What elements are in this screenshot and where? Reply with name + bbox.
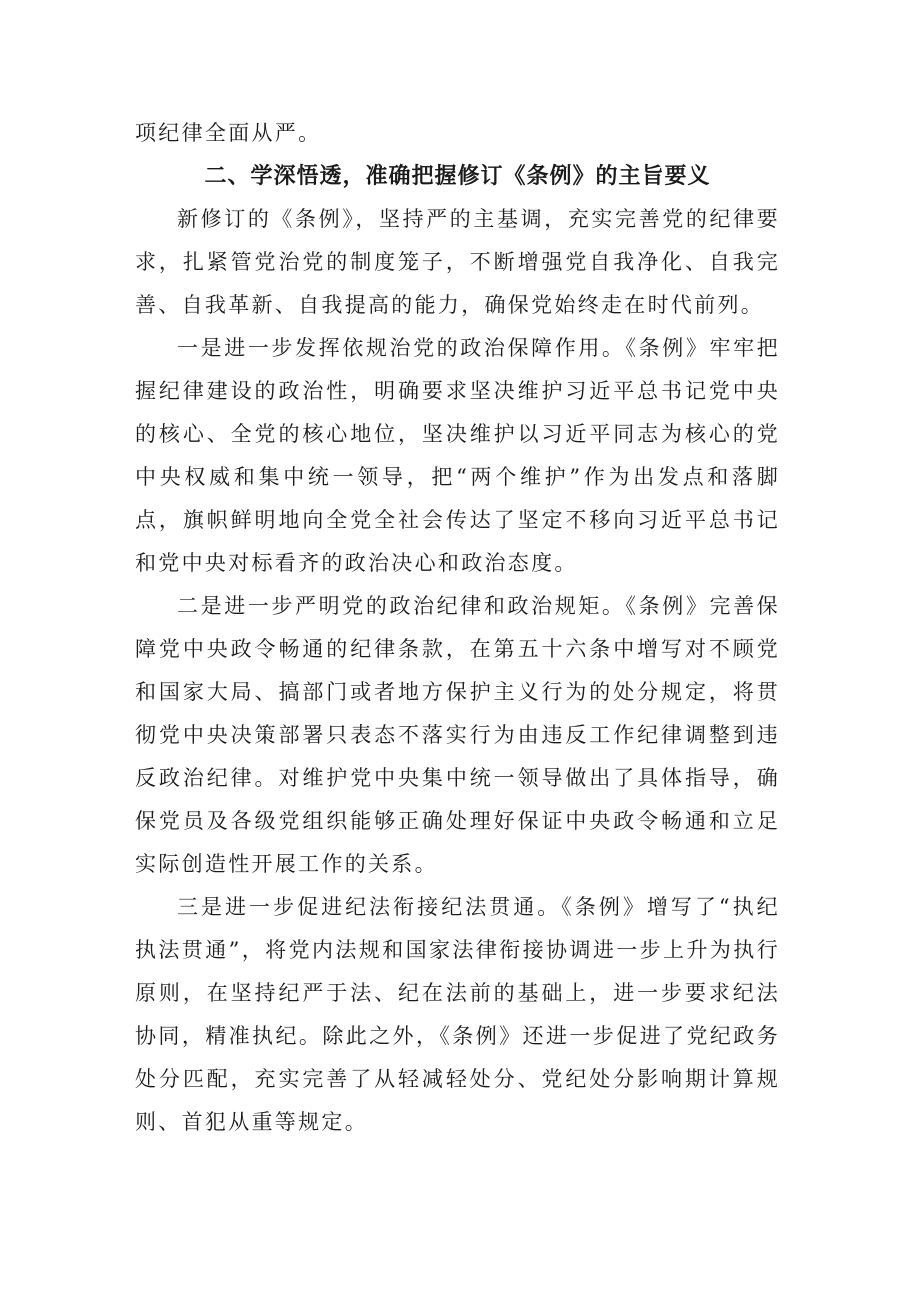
document-body [135,112,780,1144]
section-heading: 二、学深悟透，准确把握修订《条例》的主旨要义 [204,164,711,189]
paragraph-intro: 新修订的《条例》，坚持严的主基调，充实完善党的纪律要求，扎紧管党治党的制度笼子，不断增强党自我净化、自我完善、自我革新、自我提高的能力，确保党始终走在时代前列。 [135,207,780,317]
continuation-text: 项纪律全面从严。 [135,121,322,145]
paragraph-point-two: 二是进一步严明党的政治纪律和政治规矩。《条例》完善保障党中央政令畅通的纪律条款，在第五十六条中增写对不顾党和国家大局、搞部门或者地方保护主义行为的处分规定，将贯彻党中央决策部署只表态不落实行为由违反工作纪律调整到违反政治纪律。对维护党中央集中统一领导做出了具体指导，确保党员及各级党组织能够正确处理好保证中央政令畅通和立足实际创造性开展工作的关系。 [135,594,780,876]
paragraph-point-one: 一是进一步发挥依规治党的政治保障作用。《条例》牢牢把握纪律建设的政治性，明确要求坚决维护习近平总书记党中央的核心、全党的核心地位，坚决维护以习近平同志为核心的党中央权威和集中统一领导，把“两个维护”作为出发点和落脚点，旗帜鲜明地向全党全社会传达了坚定不移向习近平总书记和党中央对标看齐的政治决心和政治态度。 [135,336,780,575]
paragraph-point-three: 三是进一步促进纪法衔接纪法贯通。《条例》增写了“执纪执法贯通”，将党内法规和国家法律衔接协调进一步上升为执行原则，在坚持纪严于法、纪在法前的基础上，进一步要求纪法协同，精准执纪。除此之外，《条例》还进一步促进了党纪政务处分匹配，充实完善了从轻减轻处分、党纪处分影响期计算规则、首犯从重等规定。 [135,895,780,1134]
